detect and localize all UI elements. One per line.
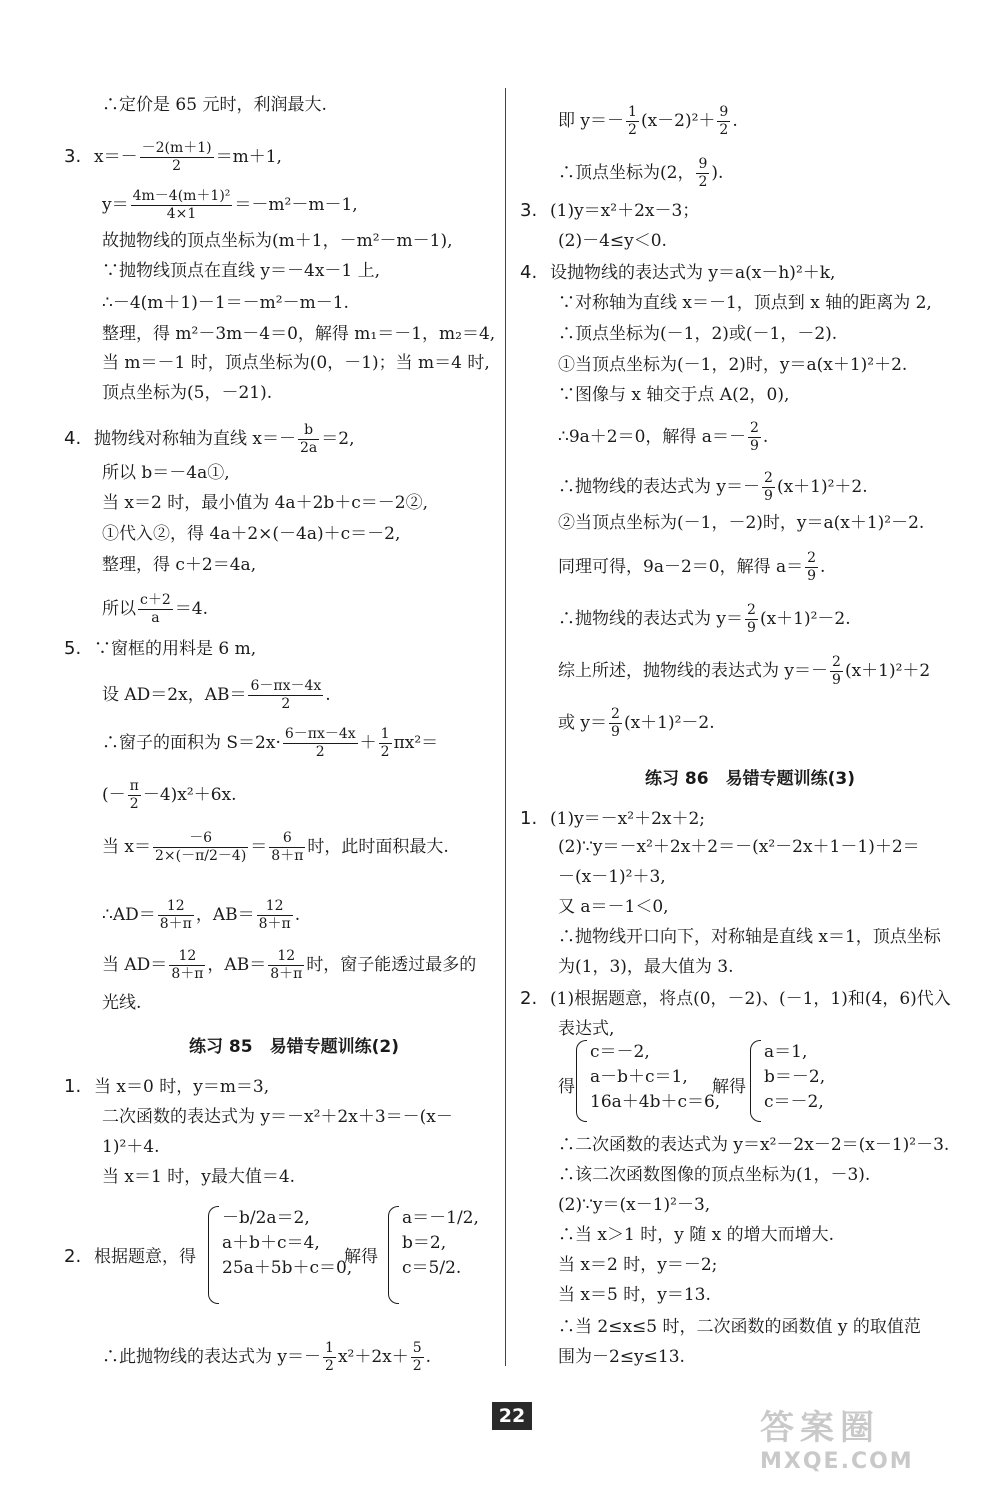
- left-column: [64, 0, 524, 1400]
- math-text: ＝4.: [174, 599, 208, 619]
- numerator: －6: [153, 830, 248, 848]
- numerator: 2: [749, 420, 759, 436]
- numerator: 2: [764, 470, 773, 486]
- left-brace: [208, 1206, 219, 1304]
- numerator: 12: [169, 948, 205, 966]
- math-text: .: [325, 685, 331, 705]
- numerator: 5: [412, 1340, 422, 1356]
- answer-line: [520, 200, 699, 222]
- equation-system: [750, 1040, 850, 1126]
- denominator: 2: [325, 1358, 334, 1374]
- numerator: b: [298, 422, 319, 440]
- fraction: [128, 778, 141, 813]
- answer-line: ∴顶点坐标为(－1，2)或(－1，－2).: [558, 324, 838, 344]
- answer-line: [102, 188, 358, 223]
- fraction: [140, 140, 214, 175]
- numerator: 1: [325, 1340, 334, 1356]
- answer-line: [102, 830, 449, 865]
- equation: a＝－1/2,: [402, 1208, 479, 1228]
- answer-line: [102, 678, 331, 713]
- answer-line: 当 m＝－1 时，顶点坐标为(0，－1)；当 m＝4 时,: [102, 353, 490, 373]
- math-text: 同理可得，9a－2＝0，解得 a＝: [558, 557, 804, 577]
- answer-line: ①代入②，得 4a＋2×(－4a)＋c＝－2,: [102, 524, 401, 544]
- numerator: 6: [269, 830, 305, 848]
- question-number: 1.: [64, 1076, 82, 1097]
- math-text: ＝－m²－m－1,: [234, 195, 358, 215]
- numerator: π: [129, 778, 139, 794]
- equation: －b/2a＝2,: [222, 1208, 310, 1228]
- answer-line: [102, 948, 476, 983]
- question-number: 3.: [64, 146, 82, 167]
- fraction: [379, 726, 392, 761]
- equation: b＝－2,: [764, 1067, 826, 1087]
- fraction: [131, 188, 233, 223]
- math-text: (x＋1)²＋2: [844, 661, 931, 681]
- answer-line: [102, 898, 300, 933]
- denominator: 8＋π: [270, 966, 303, 982]
- question-number: 4.: [520, 262, 538, 283]
- answer-line: 又 a＝－1＜0,: [558, 897, 669, 917]
- math-text: 抛物线对称轴为直线 x＝－: [94, 429, 296, 449]
- answer-line: 整理，得 c＋2＝4a,: [102, 555, 257, 575]
- math-text: (1)y＝x²＋2x－3；: [550, 201, 700, 221]
- denominator: 2a: [300, 440, 318, 456]
- answer-line: ∴该二次函数图像的顶点坐标为(1，－3).: [558, 1165, 871, 1185]
- answer-line: (2)－4≤y＜0.: [558, 231, 667, 251]
- math-text: 设抛物线的表达式为 y＝a(x－h)²＋k,: [550, 263, 836, 283]
- numerator: 2: [832, 654, 841, 670]
- equation: b＝2,: [402, 1233, 447, 1253]
- answer-line: 故抛物线的顶点坐标为(m＋1，－m²－m－1),: [102, 231, 453, 251]
- denominator: 9: [611, 724, 620, 740]
- equation: a＝1,: [764, 1042, 808, 1062]
- math-text: (1)根据题意，将点(0，－2)、(－1，1)和(4，6)代入: [550, 989, 951, 1009]
- system-lines: [764, 1040, 825, 1115]
- denominator: a: [151, 610, 160, 626]
- numerator: 2: [747, 602, 756, 618]
- left-brace: [750, 1040, 761, 1122]
- numerator: 6－πx－4x: [284, 726, 356, 742]
- math-text: ∴顶点坐标为(2，: [558, 163, 695, 183]
- fraction: [248, 678, 323, 713]
- math-text: .: [425, 1347, 432, 1367]
- fraction: [411, 1340, 424, 1375]
- numerator: 9: [698, 156, 708, 172]
- answer-line: ②当顶点坐标为(－1，－2)时，y＝a(x＋1)²－2.: [558, 513, 925, 533]
- answer-line: [64, 638, 256, 660]
- math-text: .: [732, 111, 738, 131]
- left-brace: [576, 1040, 587, 1122]
- answer-line: [64, 1076, 269, 1098]
- equation: c＝5/2.: [402, 1258, 462, 1278]
- math-text: (x＋1)²＋2.: [776, 477, 868, 497]
- numerator: 12: [268, 948, 304, 966]
- answer-line: [102, 778, 237, 813]
- answer-line: [520, 808, 705, 830]
- denominator: 8＋π: [159, 916, 192, 932]
- numerator: 4m－4(m＋1)²: [132, 188, 231, 204]
- equation: c＝－2,: [764, 1092, 824, 1112]
- math-text: (x＋1)²－2.: [759, 609, 851, 629]
- math-text: x²＋2x＋: [337, 1347, 409, 1367]
- fraction: [257, 898, 293, 933]
- numerator: 12: [158, 898, 194, 916]
- denominator: 2: [719, 122, 729, 138]
- denominator: 9: [764, 488, 773, 504]
- answer-line: 光线.: [102, 993, 142, 1013]
- equation-system: [208, 1206, 353, 1306]
- fraction: [748, 420, 761, 455]
- numerator: c＋2: [140, 592, 171, 608]
- math-text: ∴窗子的面积为 S＝2x·: [102, 733, 281, 753]
- watermark-text: 答案圈: [760, 1408, 880, 1448]
- math-text: ∴抛物线的表达式为 y＝: [558, 609, 744, 629]
- answer-line: 顶点坐标为(5，－21).: [102, 383, 273, 403]
- math-text: ∵窗框的用料是 6 m,: [94, 639, 257, 659]
- answer-line: ∵图像与 x 轴交于点 A(2，0),: [558, 385, 790, 405]
- math-text: 根据题意，得: [94, 1247, 196, 1267]
- denominator: 2: [315, 744, 325, 760]
- answer-line: ∴二次函数的表达式为 y＝x²－2x－2＝(x－1)²－3.: [558, 1135, 950, 1155]
- math-text: ，AB＝: [195, 905, 255, 925]
- math-text: 当 AD＝: [102, 955, 168, 975]
- math-text: ＋: [359, 733, 377, 753]
- answer-line: ∴当 x＞1 时，y 随 x 的增大而增大.: [558, 1225, 835, 1245]
- fraction: [626, 104, 639, 139]
- math-text: ∴抛物线的表达式为 y＝－: [558, 477, 761, 497]
- fraction: [762, 470, 775, 505]
- answer-line: 二次函数的表达式为 y＝－x²＋2x＋3＝－(x－: [102, 1107, 453, 1127]
- denominator: 2: [281, 696, 291, 712]
- math-text: 所以: [102, 599, 136, 619]
- answer-line: [64, 422, 355, 457]
- math-text: 综上所述，抛物线的表达式为 y＝－: [558, 661, 829, 681]
- answer-line: 整理，得 m²－3m－4＝0，解得 m₁＝－1，m₂＝4,: [102, 324, 496, 344]
- denominator: 8＋π: [258, 916, 291, 932]
- denominator: 2: [172, 158, 182, 174]
- math-text: ).: [711, 163, 724, 183]
- numerator: 2: [807, 550, 817, 566]
- answer-line: ∴定价是 65 元时，利润最大.: [102, 95, 327, 115]
- system-lines: [590, 1040, 720, 1115]
- math-text: ＝m＋1,: [215, 147, 282, 167]
- fraction: [158, 898, 194, 933]
- math-text: ＝: [250, 837, 268, 857]
- fraction: [283, 726, 358, 761]
- fraction: [609, 706, 622, 741]
- column-divider: [505, 88, 506, 1366]
- section-heading: 练习 85 易错专题训练(2): [189, 1037, 399, 1057]
- answer-line: 1)²＋4.: [102, 1137, 160, 1157]
- fraction: [169, 948, 205, 983]
- watermark-logo: [760, 1400, 990, 1480]
- math-text: －4)x²＋6x.: [142, 785, 237, 805]
- numerator: 12: [257, 898, 293, 916]
- math-text: .: [294, 905, 301, 925]
- answer-line: [64, 140, 282, 175]
- math-text: ∴AD＝: [102, 905, 156, 925]
- math-text: πx²＝: [393, 733, 439, 753]
- answer-line: [558, 602, 851, 637]
- answer-line: ∴－4(m＋1)－1＝－m²－m－1.: [102, 293, 349, 313]
- answer-line: ∴抛物线开口向下，对称轴是直线 x＝1，顶点坐标: [558, 927, 941, 947]
- answer-line: [558, 470, 868, 505]
- denominator: 9: [807, 568, 817, 584]
- math-text: (－: [102, 785, 126, 805]
- numerator: 2: [611, 706, 620, 722]
- denominator: 2: [129, 796, 139, 812]
- equation: a＋b＋c＝4,: [222, 1233, 320, 1253]
- math-text: ，AB＝: [207, 955, 267, 975]
- answer-line: [558, 420, 768, 455]
- section-heading: 练习 86 易错专题训练(3): [645, 769, 855, 789]
- answer-line: 当 x＝1 时，y最大值＝4.: [102, 1167, 296, 1187]
- fraction: [805, 550, 818, 585]
- answer-line: ∵对称轴为直线 x＝－1，顶点到 x 轴的距离为 2,: [558, 293, 932, 313]
- answer-line: [520, 262, 835, 284]
- question-number: 3.: [520, 200, 538, 221]
- answer-line: [558, 156, 723, 191]
- math-text: 当 x＝: [102, 837, 151, 857]
- denominator: 2: [628, 122, 637, 138]
- answer-line: ①当顶点坐标为(－1，2)时，y＝a(x＋1)²＋2.: [558, 355, 908, 375]
- system-lines: [402, 1206, 479, 1281]
- numerator: 1: [628, 104, 637, 120]
- answer-line: 解得: [712, 1077, 746, 1097]
- math-text: 即 y＝－: [558, 111, 625, 131]
- answer-line: 当 x＝2 时，y＝－2;: [558, 1255, 718, 1275]
- equation: 16a＋4b＋c＝6,: [590, 1092, 721, 1112]
- answer-line: [558, 104, 738, 139]
- math-text: 设 AD＝2x，AB＝: [102, 685, 247, 705]
- numerator: －2(m＋1): [141, 140, 212, 156]
- answer-line: 得: [558, 1077, 575, 1097]
- math-text: 或 y＝: [558, 713, 608, 733]
- left-brace: [388, 1206, 399, 1304]
- math-text: ∴9a＋2＝0，解得 a＝－: [558, 427, 746, 447]
- question-number: 2.: [520, 988, 538, 1009]
- math-text: 当 x＝0 时，y＝m＝3,: [94, 1077, 270, 1097]
- math-text: (x－2)²＋: [640, 111, 716, 131]
- question-number: 5.: [64, 638, 82, 659]
- fraction: [323, 1340, 336, 1375]
- math-text: y＝: [102, 195, 129, 215]
- denominator: 2×(－π/2－4): [155, 848, 247, 864]
- answer-line: 表达式,: [558, 1019, 615, 1039]
- fraction: [269, 830, 305, 865]
- denominator: 9: [747, 620, 756, 636]
- numerator: 9: [719, 104, 729, 120]
- question-number: 2.: [64, 1246, 82, 1267]
- fraction: [830, 654, 843, 689]
- fraction: [745, 602, 758, 637]
- fraction: [717, 104, 730, 139]
- answer-line: [558, 706, 715, 741]
- answer-line: [558, 550, 825, 585]
- denominator: 2: [380, 744, 390, 760]
- right-column: [520, 0, 980, 1400]
- answer-line: 所以 b＝－4a①,: [102, 463, 230, 483]
- equation: c＝－2,: [590, 1042, 650, 1062]
- fraction: [298, 422, 319, 457]
- system-lines: [222, 1206, 352, 1281]
- math-text: (x＋1)²－2.: [623, 713, 715, 733]
- math-text: 时，此时面积最大.: [307, 837, 449, 857]
- answer-line: [64, 1246, 196, 1268]
- equation-system: [388, 1206, 488, 1306]
- denominator: 9: [832, 672, 841, 688]
- answer-line: ∴当 2≤x≤5 时，二次函数的函数值 y 的取值范: [558, 1317, 921, 1337]
- answer-line: [102, 726, 438, 761]
- denominator: 8＋π: [171, 966, 204, 982]
- math-text: ＝2,: [321, 429, 355, 449]
- question-number: 4.: [64, 428, 82, 449]
- answer-line: 当 x＝2 时，最小值为 4a＋2b＋c＝－2②,: [102, 493, 429, 513]
- denominator: 9: [749, 438, 759, 454]
- question-number: 1.: [520, 808, 538, 829]
- answer-line: [520, 988, 951, 1010]
- answer-line: 解得: [344, 1247, 378, 1267]
- equation: a－b＋c＝1,: [590, 1067, 688, 1087]
- answer-line: (2)∵y＝(x－1)²－3,: [558, 1195, 711, 1215]
- equation: 25a＋5b＋c＝0,: [222, 1258, 353, 1278]
- answer-line: ∵抛物线顶点在直线 y＝－4x－1 上,: [102, 261, 381, 281]
- watermark-url: MXQE.COM: [760, 1449, 914, 1474]
- fraction: [696, 156, 709, 191]
- equation-system: [576, 1040, 721, 1126]
- math-text: ∴此抛物线的表达式为 y＝－: [102, 1347, 322, 1367]
- numerator: 1: [380, 726, 390, 742]
- denominator: 4×1: [166, 206, 197, 222]
- answer-line: [102, 1340, 431, 1375]
- math-text: x＝－: [94, 147, 138, 167]
- page-number: 22: [492, 1402, 532, 1430]
- answer-line: [558, 654, 930, 689]
- fraction: [153, 830, 248, 865]
- math-text: .: [762, 427, 769, 447]
- math-text: 时，窗子能透过最多的: [306, 955, 477, 975]
- denominator: 2: [412, 1358, 422, 1374]
- denominator: 2: [698, 174, 708, 190]
- denominator: 8＋π: [271, 848, 304, 864]
- answer-line: －(x－1)²＋3,: [558, 867, 666, 887]
- math-text: .: [820, 557, 826, 577]
- answer-line: 围为－2≤y≤13.: [558, 1347, 685, 1367]
- answer-line: 当 x＝5 时，y＝13.: [558, 1285, 711, 1305]
- answer-line: (2)∵y＝－x²＋2x＋2＝－(x²－2x＋1－1)＋2＝: [558, 837, 920, 857]
- answer-line: 为(1，3)，最大值为 3.: [558, 957, 734, 977]
- fraction: [138, 592, 173, 627]
- numerator: 6－πx－4x: [250, 678, 322, 694]
- fraction: [268, 948, 304, 983]
- answer-line: [102, 592, 208, 627]
- math-text: (1)y＝－x²＋2x＋2;: [550, 809, 706, 829]
